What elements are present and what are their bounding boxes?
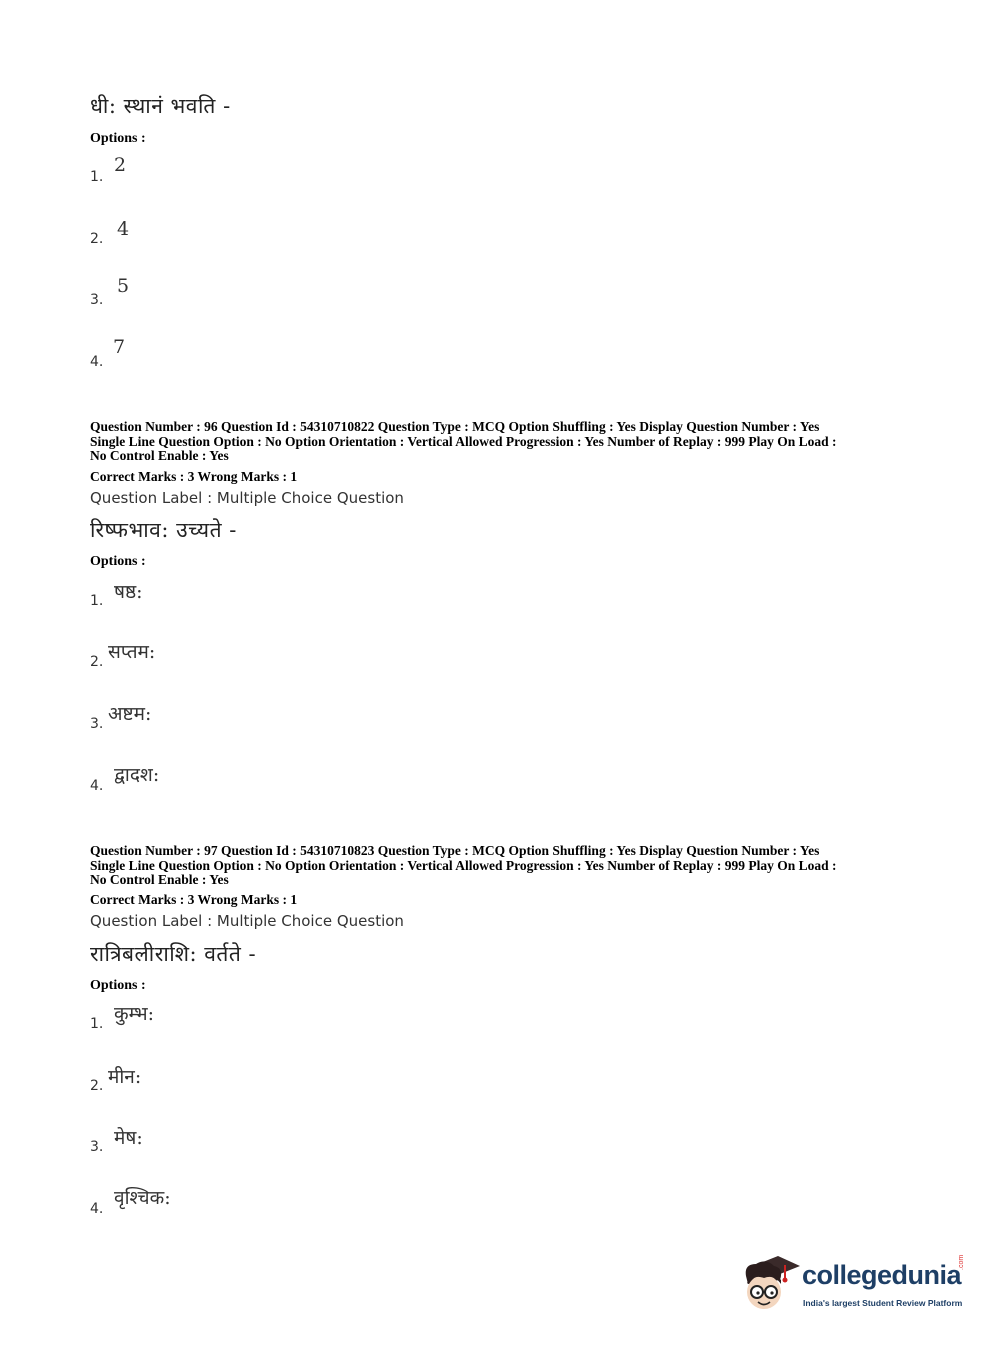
option-number: 3. (90, 1139, 104, 1155)
option-number: 3. (90, 292, 104, 308)
option-number: 1. (90, 169, 104, 185)
question-96-meta: Question Number : 96 Question Id : 54310710822 Question Type : MCQ Option Shuffling : Yes Display Question Number : Yes Single Line Question Option : No Option Orientation : Vertical Allowed Progression : Yes Number of Replay : 999 Play On Load : No Control Enable : Yes (90, 419, 837, 463)
option-text: मेष: (114, 1127, 143, 1149)
question-96-marks: Correct Marks : 3 Wrong Marks : 1 (90, 469, 298, 484)
option-number: 2. (90, 231, 104, 247)
option-text: 2 (114, 154, 127, 176)
question-97-marks: Correct Marks : 3 Wrong Marks : 1 (90, 892, 298, 907)
mascot-logo-icon (740, 1250, 800, 1316)
question-96-text: रिष्फभाव: उच्यते - (90, 518, 237, 542)
option-text: वृश्चिक: (114, 1187, 171, 1209)
option-text: कुम्भ: (114, 1003, 155, 1025)
question-97-text: रात्रिबलीराशि: वर्तते - (90, 942, 257, 966)
question-97-meta: Question Number : 97 Question Id : 54310710823 Question Type : MCQ Option Shuffling : Yes Display Question Number : Yes Single Line Question Option : No Option Orientation : Vertical Allowed Progression : Yes Number of Replay : 999 Play On Load : No Control Enable : Yes (90, 843, 837, 887)
option-number: 4. (90, 354, 104, 370)
option-text: 4 (117, 218, 130, 240)
question-96-label: Question Label : Multiple Choice Question (90, 489, 404, 507)
options-heading: Options : (90, 978, 146, 993)
option-number: 1. (90, 593, 104, 609)
question-97-label: Question Label : Multiple Choice Question (90, 912, 404, 930)
option-text: सप्तम: (108, 641, 156, 663)
option-text: द्वादश: (114, 764, 160, 786)
options-heading: Options : (90, 131, 146, 146)
options-heading: Options : (90, 554, 146, 569)
option-text: मीन: (108, 1066, 142, 1088)
option-text: 7 (113, 336, 126, 358)
option-number: 2. (90, 654, 104, 670)
option-number: 1. (90, 1016, 104, 1032)
option-number: 2. (90, 1078, 104, 1094)
logo-com: .com (958, 1254, 965, 1270)
logo-name: collegedunia (802, 1260, 962, 1290)
option-number: 4. (90, 1201, 104, 1217)
option-text: 5 (117, 275, 130, 297)
option-text: षष्ठ: (114, 581, 143, 603)
question-95-text: धी: स्थानं भवति - (90, 94, 231, 118)
collegedunia-logo (740, 1250, 975, 1318)
option-number: 4. (90, 778, 104, 794)
option-number: 3. (90, 716, 104, 732)
option-text: अष्टम: (108, 703, 152, 725)
logo-tagline: India's largest Student Review Platform (803, 1298, 963, 1308)
